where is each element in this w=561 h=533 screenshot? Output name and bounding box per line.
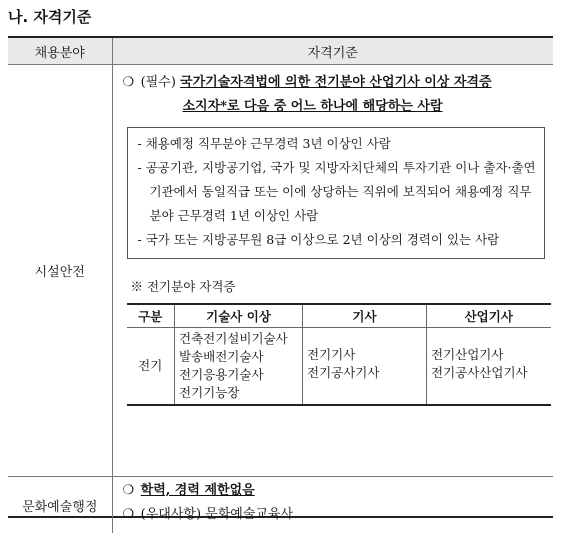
- culture-condition: [123, 479, 546, 503]
- culture-line-1: 학력, 경력 제한없음: [141, 483, 255, 498]
- facility-criteria: [112, 65, 553, 477]
- field-culture-arts-admin: 문화예술행정: [8, 477, 112, 533]
- culture-criteria: [112, 477, 553, 533]
- required-line-2: 소지자*로 다음 중 어느 하나에 해당하는 사람: [183, 99, 443, 114]
- required-prefix: (필수): [141, 75, 180, 90]
- cert-header-professional: 기술사 이상: [175, 304, 303, 328]
- cert-header-type: 구분: [127, 304, 175, 328]
- condition-item: - 공공기관, 지방공기업, 국가 및 지방자치단체의 투자기관 이나 출자·출연기관에서 동일직급 또는 이에 상당하는 직위에 보직되어 채용예정 직무분야 근무경력 1년 이상인 사람: [138, 156, 537, 228]
- cert-item: 전기기사: [307, 346, 422, 364]
- cert-header-engineer: 기사: [303, 304, 427, 328]
- cert-item: 전기산업기사: [431, 346, 547, 364]
- culture-preference: [123, 503, 546, 527]
- cert-item: 전기응용기술사: [179, 366, 298, 384]
- required-condition: [123, 71, 546, 119]
- cert-header-industrial: 산업기사: [427, 304, 551, 328]
- required-line-1: 국가기술자격법에 의한 전기분야 산업기사 이상 자격증: [180, 75, 491, 90]
- cert-industrial-list: [427, 328, 551, 406]
- cert-row-label: 전기: [127, 328, 175, 406]
- section-heading: 나. 자격기준: [8, 6, 91, 27]
- circle-bullet-icon: ❍: [123, 71, 137, 95]
- cert-item: 전기기능장: [179, 384, 298, 402]
- cert-note: ※ 전기분야 자격증: [131, 277, 546, 295]
- header-field: 채용분야: [8, 38, 112, 65]
- circle-bullet-icon: ❍: [123, 503, 137, 527]
- field-facility-safety: 시설안전: [8, 65, 112, 477]
- condition-item: - 채용예정 직무분야 근무경력 3년 이상인 사람: [138, 132, 537, 156]
- condition-item: - 국가 또는 지방공무원 8급 이상으로 2년 이상의 경력이 있는 사람: [138, 228, 537, 252]
- cert-item: 전기공사기사: [307, 364, 422, 382]
- cert-item: 전기공사산업기사: [431, 364, 547, 382]
- cert-professional-list: [175, 328, 303, 406]
- cert-table: [127, 303, 551, 406]
- header-criteria: 자격기준: [112, 38, 553, 65]
- condition-list: [127, 127, 546, 259]
- qualification-table: [8, 36, 553, 518]
- cert-item: 건축전기설비기술사: [179, 330, 298, 348]
- cert-item: 발송배전기술사: [179, 348, 298, 366]
- circle-bullet-icon: ❍: [123, 479, 137, 503]
- culture-line-2: (우대사항) 문화예술교육사: [141, 507, 293, 522]
- cert-engineer-list: [303, 328, 427, 406]
